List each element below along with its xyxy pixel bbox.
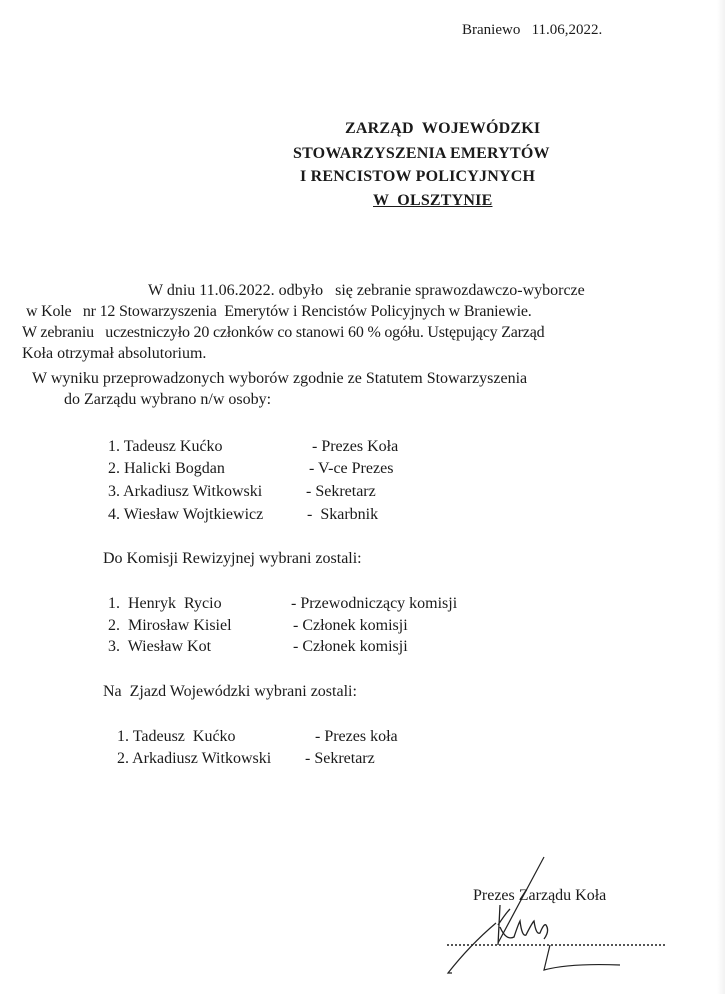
addressee-line-2: STOWARZYSZENIA EMERYTÓW [293,145,550,162]
committee-member-role: - Przewodniczący komisji [291,595,458,612]
board-member-role: - Sekretarz [306,483,376,500]
body-line: do Zarządu wybrano n/w osoby: [64,391,272,408]
body-line: W wyniku przeprowadzonych wyborów zgodnie ze Statutem Stowarzyszenia [32,370,528,387]
board-member-name: 4. Wiesław Wojtkiewicz [108,506,264,523]
addressee-line-3: I RENCISTOW POLICYJNYCH [300,168,536,185]
board-member-name: 3. Arkadiusz Witkowski [108,483,263,500]
delegate-role: - Sekretarz [305,750,375,767]
body-line: W dniu 11.06.2022. odbyło się zebranie sprawozdawczo-wyborcze [148,282,585,299]
audit-committee-heading: Do Komisji Rewizyjnej wybrani zostali: [103,550,362,567]
committee-member-role: - Członek komisji [293,617,408,634]
body-line: Koła otrzymał absolutorium. [22,345,207,362]
delegate-role: - Prezes koła [315,728,398,745]
board-member-role: - Skarbnik [307,506,379,523]
congress-heading: Na Zjazd Wojewódzki wybrani zostali: [103,683,357,700]
committee-member-name: 1. Henryk Rycio [108,595,222,612]
delegate-name: 2. Arkadiusz Witkowski [117,750,272,767]
board-member-name: 1. Tadeusz Kućko [108,438,223,455]
scan-edge [717,0,725,994]
place: Braniewo [462,22,521,38]
body-line: W zebraniu uczestniczyło 20 członków co stanowi 60 % ogółu. Ustępujący Zarząd [22,324,545,341]
signature-title: Prezes Zarządu Koła [473,887,607,904]
body-line: w Kole nr 12 Stowarzyszenia Emerytów i Rencistów Policyjnych w Braniewie. [26,303,532,320]
committee-member-name: 3. Wiesław Kot [108,638,212,655]
committee-member-role: - Członek komisji [293,638,408,655]
delegate-name: 1. Tadeusz Kućko [117,728,236,745]
board-member-name: 2. Halicki Bogdan [108,460,225,477]
board-member-role: - Prezes Koła [312,438,399,455]
committee-member-name: 2. Mirosław Kisiel [108,617,232,634]
board-member-role: - V-ce Prezes [309,460,394,477]
addressee-line-1: ZARZĄD WOJEWÓDZKI [345,120,541,137]
addressee-line-4: W OLSZTYNIE [373,192,493,209]
date: 11.06,2022. [531,22,603,38]
place-date [462,22,602,39]
handwritten-signature-icon [440,845,680,980]
